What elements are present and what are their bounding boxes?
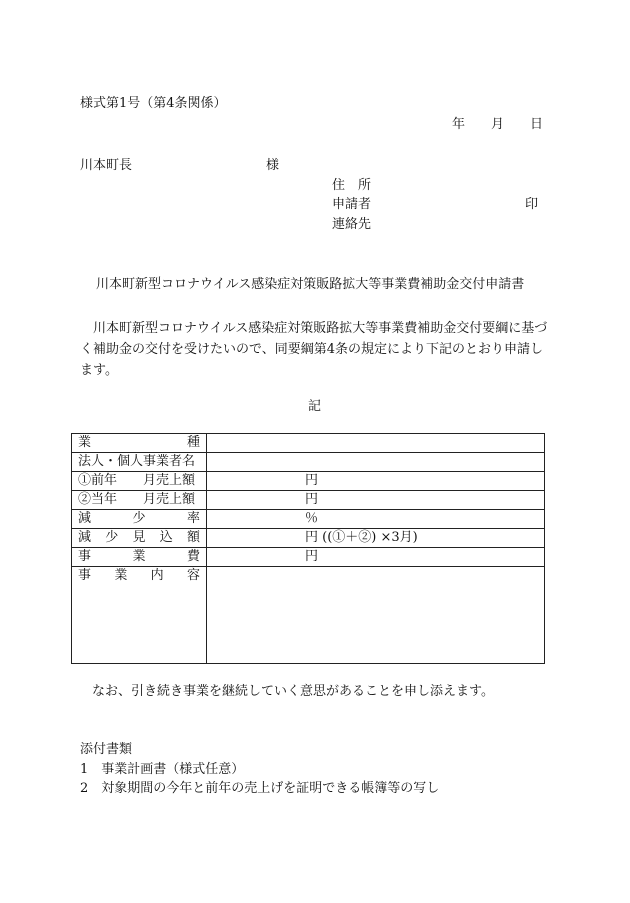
application-table xyxy=(71,433,545,664)
row-value[interactable]: 円 ((①＋②) ×3月) xyxy=(207,529,545,548)
row-label-char: 費 xyxy=(186,549,200,564)
row-label-char: 減 xyxy=(78,530,92,545)
row-label-char: 見 xyxy=(132,530,146,545)
table-row xyxy=(72,529,545,548)
row-label-char: 少 xyxy=(105,530,119,545)
row-value[interactable]: 円 xyxy=(207,548,545,567)
row-label xyxy=(72,510,207,529)
attachments-title: 添付書類 xyxy=(80,742,133,757)
table-row xyxy=(72,510,545,529)
row-label xyxy=(72,548,207,567)
note-text: なお、引き続き事業を継続していく意思があることを申し添えます。 xyxy=(92,684,494,699)
table-row xyxy=(72,567,545,664)
address-label: 住 所 xyxy=(332,178,372,193)
attachment-item: 2 対象期間の今年と前年の売上げを証明できる帳簿等の写し xyxy=(80,781,440,796)
row-label-char: 込 xyxy=(159,530,173,545)
row-label-char: 業 xyxy=(114,568,128,583)
addressee-name: 川本町長 xyxy=(80,158,133,173)
table-row xyxy=(72,453,545,472)
attachment-item: 1 事業計画書（様式任意） xyxy=(80,762,245,777)
table-row xyxy=(72,491,545,510)
row-label-char: 少 xyxy=(132,511,146,526)
document-title: 川本町新型コロナウイルス感染症対策販路拡大等事業費補助金交付申請書 xyxy=(96,277,525,292)
row-value[interactable]: ％ xyxy=(207,510,545,529)
seal-label: 印 xyxy=(525,197,539,212)
table-row xyxy=(72,434,545,453)
row-label-char: 容 xyxy=(186,568,200,583)
ki-label: 記 xyxy=(308,399,322,414)
row-label-char: 事 xyxy=(78,549,92,564)
row-value[interactable] xyxy=(207,434,545,453)
table-row xyxy=(72,472,545,491)
contact-label: 連絡先 xyxy=(332,217,372,232)
row-label-char: 額 xyxy=(186,530,200,545)
row-label: 法人・個人事業者名 xyxy=(72,453,207,472)
addressee-honorific: 様 xyxy=(266,158,280,173)
row-label-char: 事 xyxy=(78,568,92,583)
form-number: 様式第1号（第4条関係） xyxy=(80,96,227,111)
row-label-char: 業 xyxy=(132,549,146,564)
applicant-label: 申請者 xyxy=(332,197,372,212)
row-label-char: 率 xyxy=(186,511,200,526)
date-line: 年 月 日 xyxy=(452,117,544,132)
row-label xyxy=(72,434,207,453)
row-value[interactable] xyxy=(207,567,545,664)
row-label: ①前年 月売上額 xyxy=(72,472,207,491)
row-value[interactable]: 円 xyxy=(207,472,545,491)
row-label-char: 減 xyxy=(78,511,92,526)
row-value[interactable] xyxy=(207,453,545,472)
row-label-char: 内 xyxy=(150,568,164,583)
body-text: 川本町新型コロナウイルス感染症対策販路拡大等事業費補助金交付要綱に基づく補助金の交付を受けたいので、同要綱第4条の規定により下記のとおり申請します。 xyxy=(80,321,548,378)
row-label: ②当年 月売上額 xyxy=(72,491,207,510)
table-row xyxy=(72,548,545,567)
row-value[interactable]: 円 xyxy=(207,491,545,510)
row-label xyxy=(72,529,207,548)
row-label xyxy=(72,567,207,664)
row-label-char: 種 xyxy=(186,435,200,450)
row-label-char: 業 xyxy=(78,435,92,450)
